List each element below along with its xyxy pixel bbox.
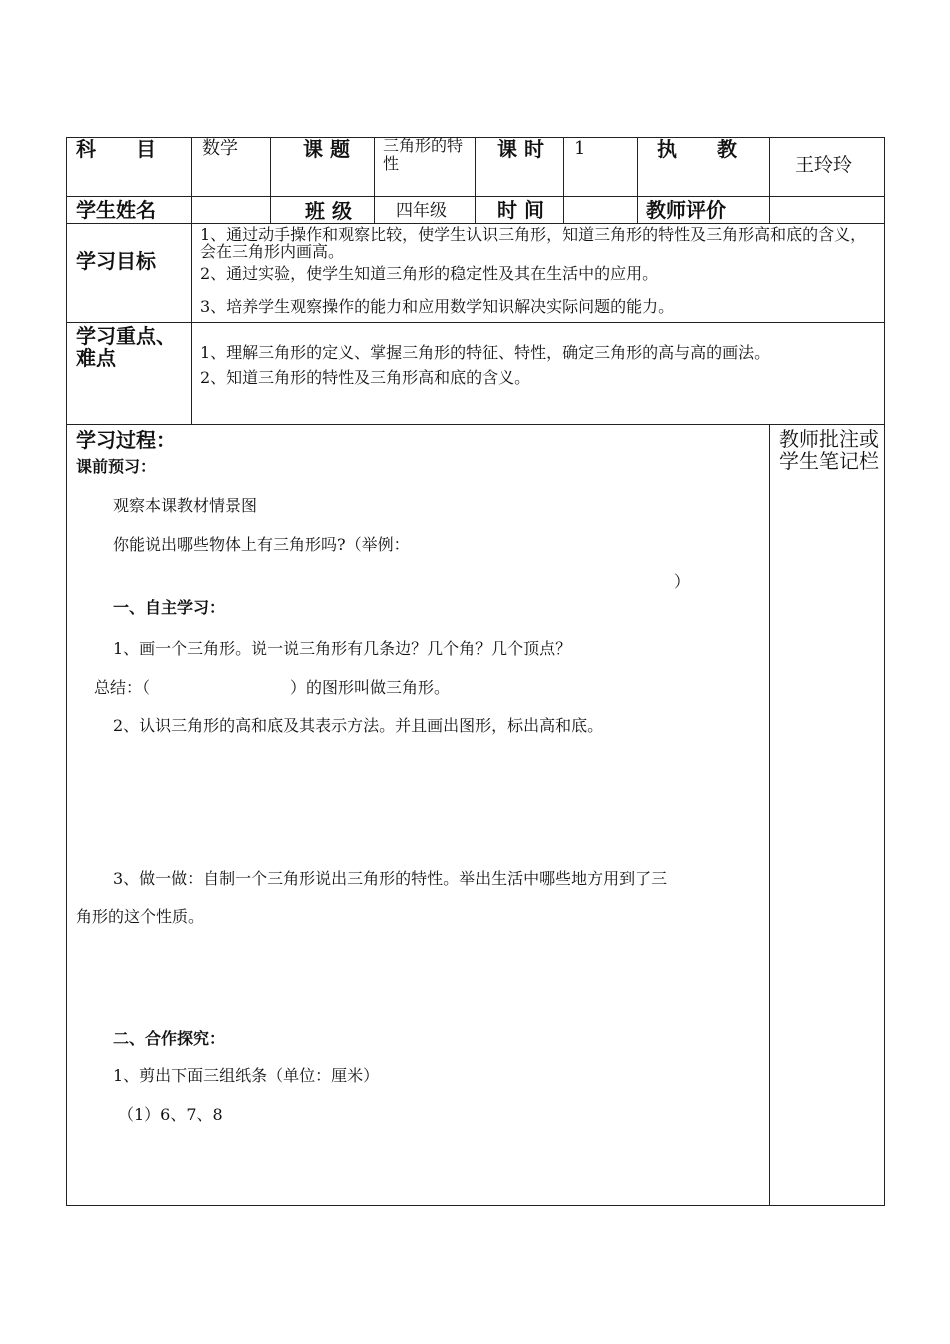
row-divider (66, 424, 885, 425)
section-1-item-3-line-1: 3、做一做：自制一个三角形说出三角形的特性。举出生活中哪些地方用到了三 (113, 869, 668, 888)
goal-item-1: 1、通过动手操作和观察比较，使学生认识三角形，知道三角形的特性及三角形高和底的含义，会在三角形内画高。 (200, 225, 867, 262)
class-label: 班 级 (305, 199, 352, 223)
col-divider (270, 137, 271, 223)
notes-column-label: 教师批注或学生笔记栏 (779, 427, 879, 473)
period-label: 课 时 (497, 137, 544, 161)
section-2-item-1: 1、剪出下面三组纸条（单位：厘米） (113, 1066, 380, 1085)
table-border-right (884, 137, 885, 1206)
section-1-item-1: 1、画一个三角形。说一说三角形有几条边？几个角？几个顶点？ (113, 639, 572, 658)
section-2-item-1-sub-1: （1）6、7、8 (118, 1105, 223, 1124)
key-points-label: 学习重点、难点 (76, 324, 176, 371)
preview-close-paren: ） (674, 572, 691, 591)
subject-label: 科 目 (76, 137, 156, 161)
section-1-item-2: 2、认识三角形的高和底及其表示方法。并且画出图形，标出高和底。 (113, 716, 604, 735)
col-divider (769, 137, 770, 223)
col-divider (374, 137, 375, 223)
student-name-label: 学生姓名 (76, 198, 156, 222)
col-divider (191, 137, 192, 424)
section-2-title: 二、合作探究： (113, 1029, 226, 1048)
notes-column-divider (769, 424, 770, 1205)
table-border-left (66, 137, 67, 1206)
goal-item-2: 2、通过实验，使学生知道三角形的稳定性及其在生活中的应用。 (200, 264, 659, 283)
table-border-bottom (66, 1205, 885, 1206)
summary-rest: ）的图形叫做三角形。 (290, 678, 451, 697)
period-value: 1 (574, 138, 586, 159)
col-divider (637, 137, 638, 223)
col-divider (563, 137, 564, 223)
section-1-item-3-line-2: 角形的这个性质。 (76, 907, 205, 926)
section-1-title: 一、自主学习： (113, 598, 226, 617)
row-divider (66, 322, 885, 323)
class-value: 四年级 (396, 201, 447, 221)
teacher-eval-label: 教师评价 (646, 198, 726, 222)
summary-open: 总结：（ (94, 678, 151, 697)
col-divider (475, 137, 476, 223)
preview-title: 课前预习： (76, 457, 157, 476)
process-title: 学习过程： (76, 428, 176, 452)
teacher-value: 王玲玲 (795, 154, 853, 176)
topic-label: 课 题 (303, 137, 350, 161)
row-divider (66, 223, 885, 224)
key-point-1: 1、理解三角形的定义、掌握三角形的特征、特性，确定三角形的高与高的画法。 (200, 343, 771, 362)
preview-line-1: 观察本课教材情景图 (113, 496, 258, 515)
key-point-2: 2、知道三角形的特性及三角形高和底的含义。 (200, 368, 531, 387)
teacher-label: 执 教 (657, 137, 737, 161)
topic-value: 三角形的特性 (383, 136, 464, 174)
preview-line-2: 你能说出哪些物体上有三角形吗?（举例： (113, 535, 410, 554)
time-label: 时 间 (497, 198, 544, 222)
goals-label: 学习目标 (76, 249, 156, 273)
subject-value: 数学 (202, 138, 238, 159)
goal-item-3: 3、培养学生观察操作的能力和应用数学知识解决实际问题的能力。 (200, 297, 675, 316)
